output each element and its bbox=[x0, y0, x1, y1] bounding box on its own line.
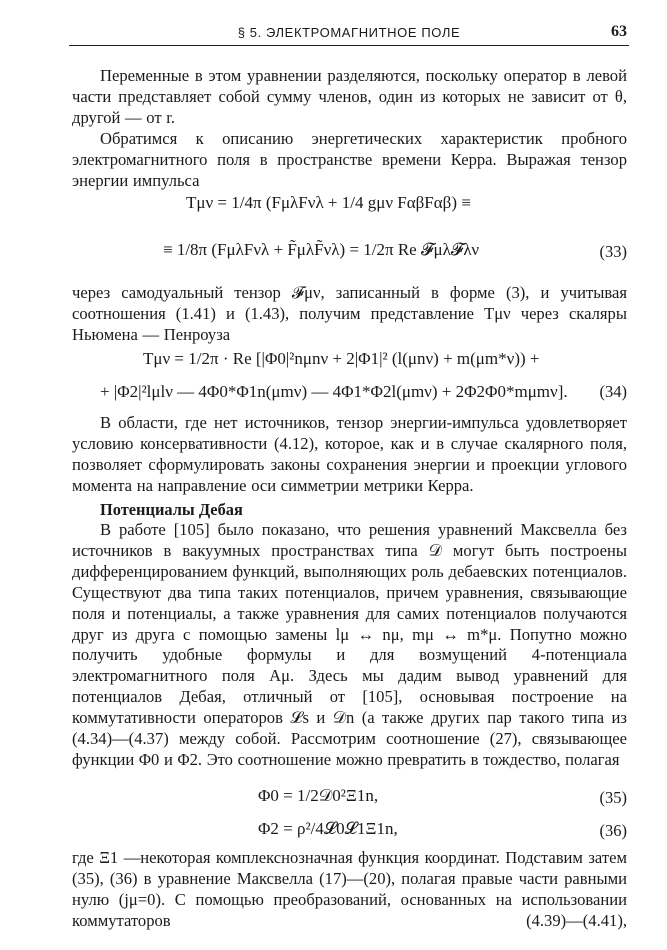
paragraph-6: где Ξ1 —некоторая комплекснозначная функция координат. Подставим затем (35), (36) в уравнение Максвелла (17)—(20), полагая правые части равными нулю (jμ=0). С помощью преобразований, основанных на использовании коммутаторов (4.39)—(4.41), bbox=[72, 848, 627, 930]
equation-35-number: (35) bbox=[599, 788, 627, 807]
paragraph-2: Обратимся к описанию энергетических характеристик пробного электромагнитного поля в пространстве времени Керра. Выражая тензор энергии импульса bbox=[72, 129, 627, 190]
equation-35: Φ0 = 1/2𝒟0²Ξ1n, bbox=[258, 786, 379, 805]
equation-33-number: (33) bbox=[599, 242, 627, 261]
paragraph-3: через самодуальный тензор 𝓕μν, записанный в форме (3), и учитывая соотношения (1.41) и (1.43), получим представление Tμν через скаляры Ньюмена — Пенроуза bbox=[72, 283, 627, 344]
equation-34-line-1: Tμν = 1/2π · Re [|Φ0|²nμnν + 2|Φ1|² (l(μnν) + m(μm*ν)) + bbox=[143, 349, 540, 368]
equation-36-number: (36) bbox=[599, 821, 627, 840]
header-rule bbox=[69, 45, 629, 46]
paragraph-5: В работе [105] было показано, что решения уравнений Максвелла без источников в вакуумных пространствах типа 𝒟 могут быть построены дифференцированием функций, выполняющих роль дебаевских потенциалов. Существуют два типа таких потенциалов, причем уравнения, связывающие поля и потенциалы, а также уравнения для самих потенциалов получаются друг из друга с помощью замены lμ ↔ nμ, mμ ↔ m*μ. Попутно можно получить удобные формулы и для возмущений 4-потенциала электромагнитного поля Aμ. Здесь мы дадим вывод уравнений для потенциалов Дебая, отличный от [105], основывая построение на коммутативности операторов 𝓛s и 𝒟n (а также других пар такого типа из (4.34)—(4.37) между собой. Рассмотрим соотношение (27), связывающее функции Φ0 и Φ2. Это соотношение можно превратить в тождество, полагая bbox=[72, 520, 627, 769]
running-header bbox=[69, 22, 629, 46]
section-heading: Потенциалы Дебая bbox=[100, 500, 243, 519]
running-title: § 5. ЭЛЕКТРОМАГНИТНОЕ ПОЛЕ bbox=[237, 25, 461, 40]
paragraph-4: В области, где нет источников, тензор энергии-импульса удовлетворяет условию консервативности (4.12), которое, как и в случае скалярного поля, позволяет сформулировать законы сохранения энергии и проекции углового момента на направление оси симметрии метрики Керра. bbox=[72, 413, 627, 495]
equation-33-line-2: ≡ 1/8π (FμλFνλ + F̃μλF̃νλ) = 1/2π Re 𝓕μλ𝓕λν bbox=[163, 240, 480, 259]
page-number: 63 bbox=[611, 23, 627, 40]
equation-36: Φ2 = ρ²/4𝓛0𝓛1Ξ1n, bbox=[258, 819, 398, 838]
paragraph-1: Переменные в этом уравнении разделяются, поскольку оператор в левой части представляет собой сумму членов, один из которых не зависит от θ, другой — от r. bbox=[72, 66, 627, 127]
equation-33-line-1: Tμν = 1/4π (FμλFνλ + 1/4 gμν FαβFαβ) ≡ bbox=[186, 193, 471, 212]
equation-34-number: (34) bbox=[599, 382, 627, 401]
equation-34-line-2: + |Φ2|²lμlν — 4Φ0*Φ1n(μmν) — 4Φ1*Φ2l(μmν) + 2Φ2Φ0*mμmν]. bbox=[100, 382, 568, 401]
